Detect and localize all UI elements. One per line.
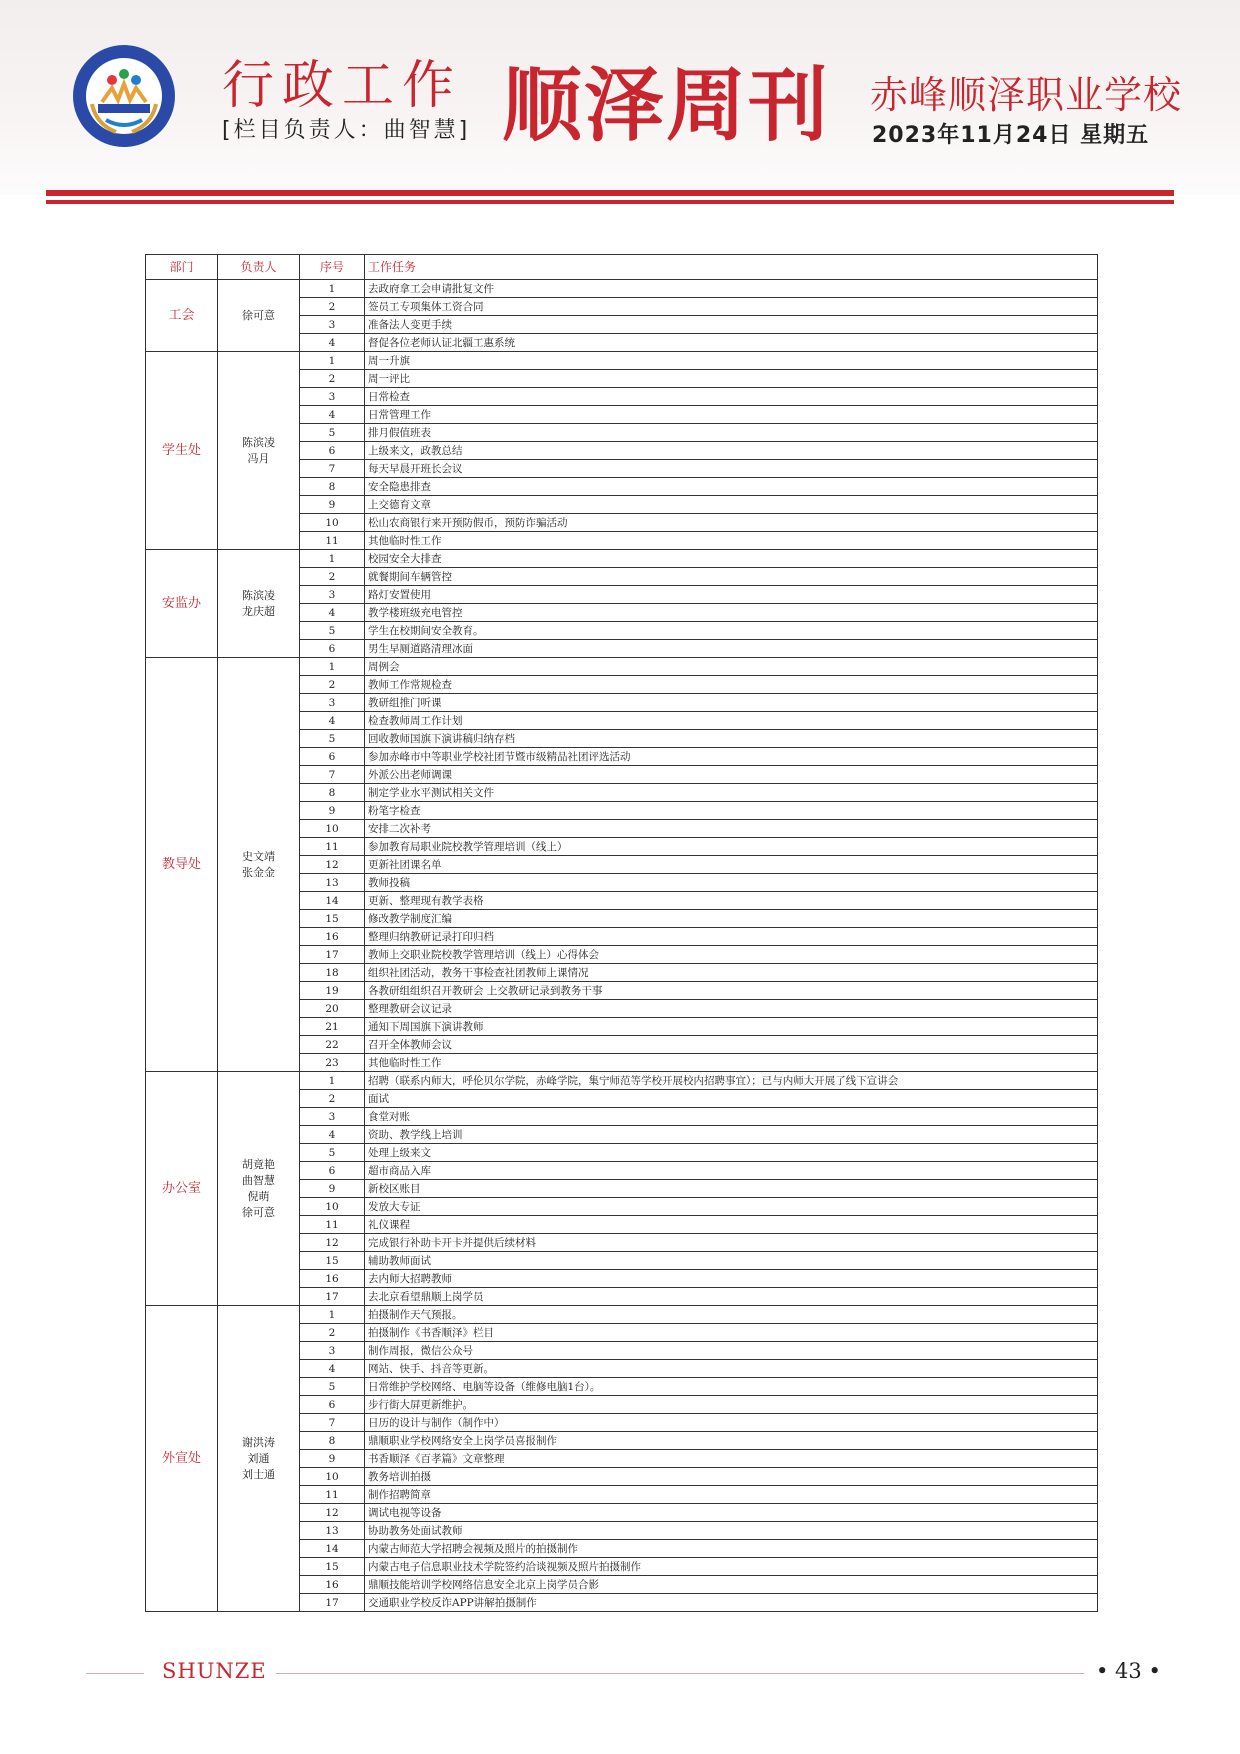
task-number: 9 bbox=[300, 1450, 365, 1468]
task-number: 4 bbox=[300, 712, 365, 730]
task-number: 2 bbox=[300, 568, 365, 586]
task-number: 5 bbox=[300, 730, 365, 748]
owner-cell bbox=[218, 1306, 300, 1612]
task-description: 检查教师周工作计划 bbox=[365, 712, 1098, 730]
task-number: 1 bbox=[300, 1072, 365, 1090]
task-number: 8 bbox=[300, 1432, 365, 1450]
task-number: 7 bbox=[300, 460, 365, 478]
task-number: 15 bbox=[300, 1252, 365, 1270]
department-cell: 学生处 bbox=[146, 352, 218, 550]
task-number: 10 bbox=[300, 1198, 365, 1216]
task-number: 2 bbox=[300, 370, 365, 388]
task-description: 面试 bbox=[365, 1090, 1098, 1108]
task-description: 日常维护学校网络、电脑等设备（维修电脑1台）。 bbox=[365, 1378, 1098, 1396]
task-description: 外派公出老师调课 bbox=[365, 766, 1098, 784]
task-description: 辅助教师面试 bbox=[365, 1252, 1098, 1270]
task-description: 教学楼班级充电管控 bbox=[365, 604, 1098, 622]
task-description: 去北京看望鼎顺上岗学员 bbox=[365, 1288, 1098, 1306]
table-row bbox=[146, 352, 1098, 370]
task-number: 2 bbox=[300, 1090, 365, 1108]
task-number: 10 bbox=[300, 1468, 365, 1486]
task-description: 调试电视等设备 bbox=[365, 1504, 1098, 1522]
task-number: 16 bbox=[300, 928, 365, 946]
task-description: 督促各位老师认证北疆工惠系统 bbox=[365, 334, 1098, 352]
task-description: 其他临时性工作 bbox=[365, 1054, 1098, 1072]
column-editor: [栏目负责人：曲智慧] bbox=[222, 118, 471, 143]
task-number: 11 bbox=[300, 1486, 365, 1504]
task-description: 内蒙古电子信息职业技术学院签约洽谈视频及照片拍摄制作 bbox=[365, 1558, 1098, 1576]
task-number: 8 bbox=[300, 784, 365, 802]
task-description: 制定学业水平测试相关文件 bbox=[365, 784, 1098, 802]
task-description: 参加教育局职业院校教学管理培训（线上） bbox=[365, 838, 1098, 856]
task-description: 处理上级来文 bbox=[365, 1144, 1098, 1162]
task-number: 18 bbox=[300, 964, 365, 982]
task-description: 组织社团活动，教务干事检查社团教师上课情况 bbox=[365, 964, 1098, 982]
task-number: 8 bbox=[300, 478, 365, 496]
task-description: 食堂对账 bbox=[365, 1108, 1098, 1126]
task-description: 教师投稿 bbox=[365, 874, 1098, 892]
task-number: 1 bbox=[300, 1306, 365, 1324]
task-description: 制作周报，微信公众号 bbox=[365, 1342, 1098, 1360]
task-number: 2 bbox=[300, 1324, 365, 1342]
task-description: 教师工作常规检查 bbox=[365, 676, 1098, 694]
owner-name: 张金金 bbox=[242, 865, 275, 879]
task-number: 5 bbox=[300, 1378, 365, 1396]
task-number: 17 bbox=[300, 946, 365, 964]
task-number: 12 bbox=[300, 1504, 365, 1522]
task-number: 3 bbox=[300, 1108, 365, 1126]
task-description: 安排二次补考 bbox=[365, 820, 1098, 838]
task-description: 协助教务处面试教师 bbox=[365, 1522, 1098, 1540]
task-number: 9 bbox=[300, 496, 365, 514]
task-number: 3 bbox=[300, 1342, 365, 1360]
task-description: 更新、整理现有教学表格 bbox=[365, 892, 1098, 910]
table-row bbox=[146, 658, 1098, 676]
task-number: 21 bbox=[300, 1018, 365, 1036]
task-number: 13 bbox=[300, 874, 365, 892]
task-number: 9 bbox=[300, 1180, 365, 1198]
school-name: 赤峰顺泽职业学校 bbox=[870, 73, 1183, 117]
task-description: 回收教师国旗下演讲稿归纳存档 bbox=[365, 730, 1098, 748]
task-number: 19 bbox=[300, 982, 365, 1000]
task-description: 制作招聘简章 bbox=[365, 1486, 1098, 1504]
owner-cell bbox=[218, 280, 300, 352]
task-number: 10 bbox=[300, 514, 365, 532]
footer-line bbox=[86, 1673, 144, 1674]
owner-name: 谢洪涛 bbox=[242, 1435, 275, 1449]
task-number: 16 bbox=[300, 1576, 365, 1594]
owner-name: 史文靖 bbox=[242, 849, 275, 863]
task-description: 教师上交职业院校教学管理培训（线上）心得体会 bbox=[365, 946, 1098, 964]
task-description: 整理归纳教研记录打印归档 bbox=[365, 928, 1098, 946]
task-description: 通知下周国旗下演讲教师 bbox=[365, 1018, 1098, 1036]
work-task-table bbox=[145, 254, 1098, 1612]
task-number: 7 bbox=[300, 766, 365, 784]
task-number: 17 bbox=[300, 1288, 365, 1306]
task-number: 20 bbox=[300, 1000, 365, 1018]
owner-name: 冯月 bbox=[247, 451, 270, 465]
task-description: 路灯安置使用 bbox=[365, 586, 1098, 604]
owner-name: 刘通 bbox=[247, 1451, 270, 1465]
owner-name: 龙庆超 bbox=[242, 604, 275, 618]
task-number: 1 bbox=[300, 352, 365, 370]
task-description: 松山农商银行来开预防假币，预防诈骗活动 bbox=[365, 514, 1098, 532]
task-description: 上交德育文章 bbox=[365, 496, 1098, 514]
task-number: 5 bbox=[300, 424, 365, 442]
task-description: 校园安全大排查 bbox=[365, 550, 1098, 568]
task-description: 每天早晨开班长会议 bbox=[365, 460, 1098, 478]
owner-cell bbox=[218, 658, 300, 1072]
owner-cell bbox=[218, 550, 300, 658]
task-description: 鼎顺职业学校网络安全上岗学员喜报制作 bbox=[365, 1432, 1098, 1450]
task-number: 14 bbox=[300, 1540, 365, 1558]
task-number: 3 bbox=[300, 316, 365, 334]
publication-title: 顺泽周刊 bbox=[502, 59, 830, 152]
task-description: 周一评比 bbox=[365, 370, 1098, 388]
department-cell: 教导处 bbox=[146, 658, 218, 1072]
task-description: 内蒙古师范大学招聘会视频及照片的拍摄制作 bbox=[365, 1540, 1098, 1558]
task-description: 鼎顺技能培训学校网络信息安全北京上岗学员合影 bbox=[365, 1576, 1098, 1594]
task-description: 书香顺泽《百孝篇》文章整理 bbox=[365, 1450, 1098, 1468]
header-owner: 负责人 bbox=[218, 255, 300, 280]
department-cell: 安监办 bbox=[146, 550, 218, 658]
task-number: 4 bbox=[300, 406, 365, 424]
task-description: 就餐期间车辆管控 bbox=[365, 568, 1098, 586]
task-description: 招聘（联系内师大，呼伦贝尔学院，赤峰学院，集宁师范等学校开展校内招聘事宜）；已与内师大开展了线下宣讲会 bbox=[365, 1072, 1098, 1090]
table-row bbox=[146, 1072, 1098, 1090]
header-dept: 部门 bbox=[146, 255, 218, 280]
task-number: 11 bbox=[300, 1216, 365, 1234]
task-number: 7 bbox=[300, 1414, 365, 1432]
task-description: 资助、教学线上培训 bbox=[365, 1126, 1098, 1144]
task-number: 9 bbox=[300, 802, 365, 820]
owner-name: 曲智慧 bbox=[242, 1173, 275, 1187]
task-number: 4 bbox=[300, 334, 365, 352]
task-number: 3 bbox=[300, 694, 365, 712]
task-description: 拍摄制作《书香顺泽》栏目 bbox=[365, 1324, 1098, 1342]
task-number: 6 bbox=[300, 640, 365, 658]
task-number: 1 bbox=[300, 550, 365, 568]
header-task: 工作任务 bbox=[365, 255, 1098, 280]
task-number: 11 bbox=[300, 532, 365, 550]
task-number: 6 bbox=[300, 1162, 365, 1180]
table-row bbox=[146, 280, 1098, 298]
task-number: 17 bbox=[300, 1594, 365, 1612]
task-description: 礼仪课程 bbox=[365, 1216, 1098, 1234]
task-number: 6 bbox=[300, 1396, 365, 1414]
task-description: 交通职业学校反诈APP讲解拍摄制作 bbox=[365, 1594, 1098, 1612]
task-number: 5 bbox=[300, 622, 365, 640]
task-number: 6 bbox=[300, 442, 365, 460]
task-number: 4 bbox=[300, 604, 365, 622]
task-number: 6 bbox=[300, 748, 365, 766]
task-description: 日常检查 bbox=[365, 388, 1098, 406]
task-number: 12 bbox=[300, 1234, 365, 1252]
task-description: 排月假值班表 bbox=[365, 424, 1098, 442]
task-description: 其他临时性工作 bbox=[365, 532, 1098, 550]
task-description: 安全隐患排查 bbox=[365, 478, 1098, 496]
task-description: 去政府拿工会申请批复文件 bbox=[365, 280, 1098, 298]
task-number: 14 bbox=[300, 892, 365, 910]
owner-name: 徐可意 bbox=[242, 1205, 275, 1219]
task-description: 超市商品入库 bbox=[365, 1162, 1098, 1180]
page-number: • 43 • bbox=[1096, 1659, 1161, 1683]
task-description: 召开全体教师会议 bbox=[365, 1036, 1098, 1054]
header-divider bbox=[46, 200, 1174, 204]
task-number: 3 bbox=[300, 586, 365, 604]
owner-cell bbox=[218, 1072, 300, 1306]
task-number: 4 bbox=[300, 1360, 365, 1378]
task-number: 15 bbox=[300, 910, 365, 928]
task-number: 4 bbox=[300, 1126, 365, 1144]
table-header-row bbox=[146, 255, 1098, 280]
department-cell: 外宣处 bbox=[146, 1306, 218, 1612]
issue-date: 2023年11月24日 星期五 bbox=[872, 123, 1150, 148]
task-description: 新校区账目 bbox=[365, 1180, 1098, 1198]
task-description: 更新社团课名单 bbox=[365, 856, 1098, 874]
task-description: 准备法人变更手续 bbox=[365, 316, 1098, 334]
task-number: 3 bbox=[300, 388, 365, 406]
header-number: 序号 bbox=[300, 255, 365, 280]
task-description: 拍摄制作天气预报。 bbox=[365, 1306, 1098, 1324]
task-description: 粉笔字检查 bbox=[365, 802, 1098, 820]
task-description: 完成银行补助卡开卡并提供后续材料 bbox=[365, 1234, 1098, 1252]
task-number: 23 bbox=[300, 1054, 365, 1072]
table-body bbox=[146, 280, 1098, 1612]
task-description: 各教研组组织召开教研会 上交教研记录到教务干事 bbox=[365, 982, 1098, 1000]
owner-name: 陈滨凌 bbox=[242, 588, 275, 602]
task-description: 去内师大招聘教师 bbox=[365, 1270, 1098, 1288]
task-description: 修改教学制度汇编 bbox=[365, 910, 1098, 928]
task-description: 上级来文，政教总结 bbox=[365, 442, 1098, 460]
owner-cell bbox=[218, 352, 300, 550]
table-row bbox=[146, 1306, 1098, 1324]
task-description: 步行街大屏更新维护。 bbox=[365, 1396, 1098, 1414]
task-number: 1 bbox=[300, 658, 365, 676]
task-description: 学生在校期间安全教育。 bbox=[365, 622, 1098, 640]
table-row bbox=[146, 550, 1098, 568]
task-description: 日常管理工作 bbox=[365, 406, 1098, 424]
task-description: 教研组推门听课 bbox=[365, 694, 1098, 712]
task-description: 周一升旗 bbox=[365, 352, 1098, 370]
task-number: 12 bbox=[300, 856, 365, 874]
task-description: 日历的设计与制作（制作中） bbox=[365, 1414, 1098, 1432]
school-logo bbox=[72, 44, 176, 148]
owner-name: 倪萌 bbox=[247, 1189, 270, 1203]
task-number: 15 bbox=[300, 1558, 365, 1576]
owner-name: 刘士通 bbox=[242, 1467, 275, 1481]
task-description: 教务培训拍摄 bbox=[365, 1468, 1098, 1486]
task-description: 参加赤峰市中等职业学校社团节暨市级精品社团评选活动 bbox=[365, 748, 1098, 766]
task-description: 网站、快手、抖音等更新。 bbox=[365, 1360, 1098, 1378]
task-number: 2 bbox=[300, 676, 365, 694]
task-description: 整理教研会议记录 bbox=[365, 1000, 1098, 1018]
task-description: 签员工专项集体工资合同 bbox=[365, 298, 1098, 316]
task-number: 5 bbox=[300, 1144, 365, 1162]
owner-name: 徐可意 bbox=[242, 308, 275, 322]
task-description: 男生早厕道路清理冰面 bbox=[365, 640, 1098, 658]
task-description: 发放大专证 bbox=[365, 1198, 1098, 1216]
department-cell: 办公室 bbox=[146, 1072, 218, 1306]
task-number: 2 bbox=[300, 298, 365, 316]
owner-name: 陈滨凌 bbox=[242, 435, 275, 449]
header-divider bbox=[46, 190, 1174, 196]
footer-brand: SHUNZE bbox=[162, 1659, 267, 1683]
column-title: 行政工作 bbox=[222, 56, 463, 116]
footer-line bbox=[276, 1673, 1084, 1674]
task-number: 10 bbox=[300, 820, 365, 838]
owner-name: 胡竟艳 bbox=[242, 1157, 275, 1171]
task-number: 11 bbox=[300, 838, 365, 856]
task-number: 22 bbox=[300, 1036, 365, 1054]
task-number: 16 bbox=[300, 1270, 365, 1288]
task-description: 周例会 bbox=[365, 658, 1098, 676]
task-number: 13 bbox=[300, 1522, 365, 1540]
department-cell: 工会 bbox=[146, 280, 218, 352]
task-number: 1 bbox=[300, 280, 365, 298]
